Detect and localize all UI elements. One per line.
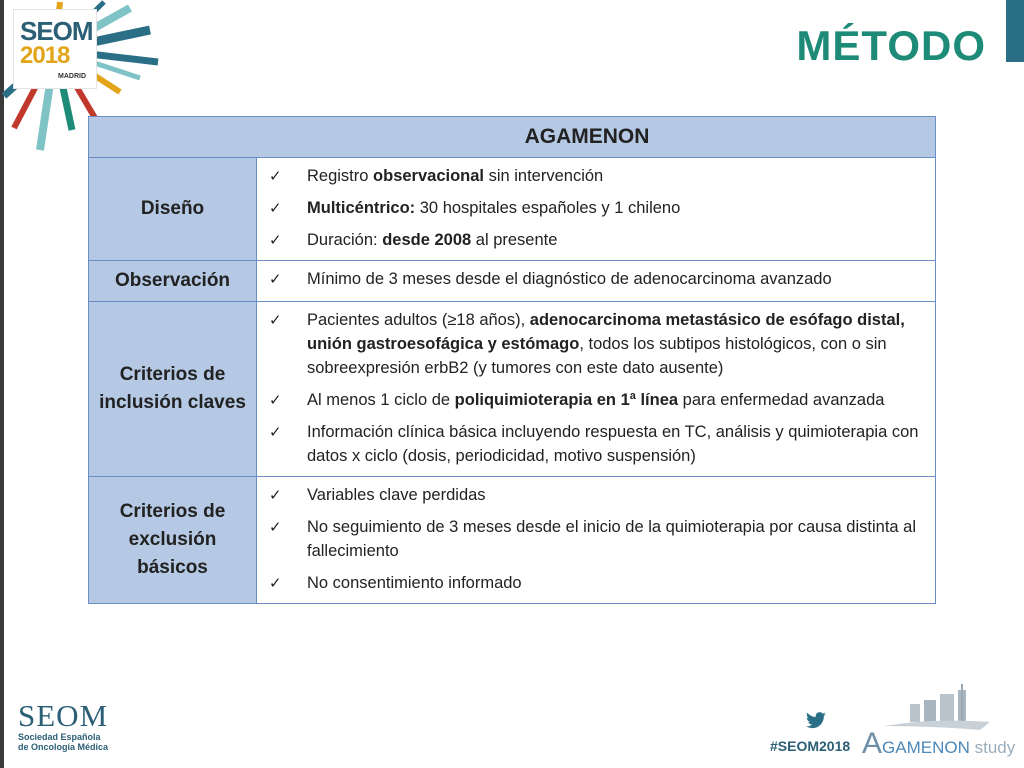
checkmark-icon: ✓ xyxy=(269,270,282,288)
agamenon-study-word: study xyxy=(974,738,1016,757)
text-segment: Variables clave perdidas xyxy=(307,486,486,504)
agamenon-study-logo xyxy=(862,727,1015,761)
text-segment: Información clínica básica incluyendo respuesta en TC, análisis y quimioterapia con datos x ciclo (dosis, periodicidad, motivo suspensión) xyxy=(307,423,919,465)
list-item xyxy=(269,228,927,252)
logo-seom-text: SEOM xyxy=(20,16,93,46)
text-segment: No consentimiento informado xyxy=(307,574,522,592)
text-segment: Registro xyxy=(307,167,374,185)
checkmark-icon: ✓ xyxy=(269,486,282,504)
checkmark-icon: ✓ xyxy=(269,199,282,217)
checkmark-icon: ✓ xyxy=(269,518,282,536)
text-segment: , todos los subtipos histológicos, con o sin sobreexpresión erbB2 (y tumores con este dato ausente) xyxy=(307,335,887,377)
table-body xyxy=(89,158,936,604)
list-item xyxy=(269,571,927,595)
row-label: Observación xyxy=(114,270,231,291)
agamenon-name: GAMENON xyxy=(882,738,970,757)
footer-society-line2: de Oncología Médica xyxy=(18,742,109,752)
row-label-cell xyxy=(89,261,257,302)
agamenon-initial: A xyxy=(862,727,883,760)
twitter-icon xyxy=(805,712,827,730)
checkmark-icon: ✓ xyxy=(269,391,282,409)
list-item xyxy=(269,308,927,380)
text-segment: sin intervención xyxy=(484,167,604,185)
list-item xyxy=(269,388,927,412)
corner-accent xyxy=(1006,0,1024,62)
row-label: Criterios de inclusión claves xyxy=(99,364,246,413)
row-label: Diseño xyxy=(140,198,205,219)
seom-2018-logo xyxy=(14,10,96,88)
criteria-list xyxy=(269,483,927,595)
row-content-cell xyxy=(257,158,936,261)
table-row xyxy=(89,158,936,261)
criteria-list xyxy=(269,308,927,468)
table-header-row xyxy=(89,117,936,158)
list-item xyxy=(269,515,927,563)
text-segment: No seguimiento de 3 meses desde el inicio de la quimioterapia por causa distinta al fallecimiento xyxy=(307,518,917,560)
list-item xyxy=(269,483,927,507)
text-segment: Al menos 1 ciclo de xyxy=(307,391,455,409)
text-segment: Mínimo de 3 meses desde el diagnóstico de adenocarcinoma avanzado xyxy=(307,270,832,288)
criteria-list xyxy=(269,267,927,291)
text-segment: al presente xyxy=(471,231,558,249)
checkmark-icon: ✓ xyxy=(269,574,282,592)
checkmark-icon: ✓ xyxy=(269,231,282,249)
checkmark-icon: ✓ xyxy=(269,167,282,185)
list-item xyxy=(269,164,927,188)
logo-city-text: MADRID xyxy=(58,73,86,80)
list-item xyxy=(269,267,927,291)
table-header-title: AGAMENON xyxy=(524,125,650,148)
event-hashtag: #SEOM2018 xyxy=(770,738,851,754)
bold-text-segment: observacional xyxy=(373,167,484,185)
bold-text-segment: Multicéntrico: xyxy=(307,199,416,217)
table-header-cell xyxy=(89,117,936,158)
footer-seom-name: SEOM xyxy=(18,698,109,733)
row-label: Criterios de exclusión básicos xyxy=(119,501,226,578)
row-content-cell xyxy=(257,302,936,477)
bold-text-segment: poliquimioterapia en 1ª línea xyxy=(454,391,679,409)
row-label-cell xyxy=(89,477,257,604)
table-row xyxy=(89,477,936,604)
footer-society-line1: Sociedad Española xyxy=(18,732,101,742)
checkmark-icon: ✓ xyxy=(269,423,282,441)
criteria-list xyxy=(269,164,927,252)
list-item xyxy=(269,196,927,220)
bold-text-segment: desde 2008 xyxy=(382,231,472,249)
list-item xyxy=(269,420,927,468)
row-label-cell xyxy=(89,302,257,477)
page-title: MÉTODO xyxy=(796,22,986,69)
checkmark-icon: ✓ xyxy=(269,311,282,329)
bold-text-segment: adenocarcinoma metastásico de esófago distal, unión gastroesofágica y estómago xyxy=(307,311,905,353)
agamenon-table xyxy=(88,116,936,604)
row-label-cell xyxy=(89,158,257,261)
text-segment: Duración: xyxy=(307,231,383,249)
row-content-cell xyxy=(257,261,936,302)
row-content-cell xyxy=(257,477,936,604)
text-segment: Pacientes adultos (≥18 años), xyxy=(307,311,530,329)
logo-year-text: 2018 xyxy=(20,42,70,69)
table-row xyxy=(89,261,936,302)
seom-footer-logo xyxy=(18,700,108,752)
text-segment: 30 hospitales españoles y 1 chileno xyxy=(415,199,681,217)
table-row xyxy=(89,302,936,477)
text-segment: para enfermedad avanzada xyxy=(678,391,885,409)
